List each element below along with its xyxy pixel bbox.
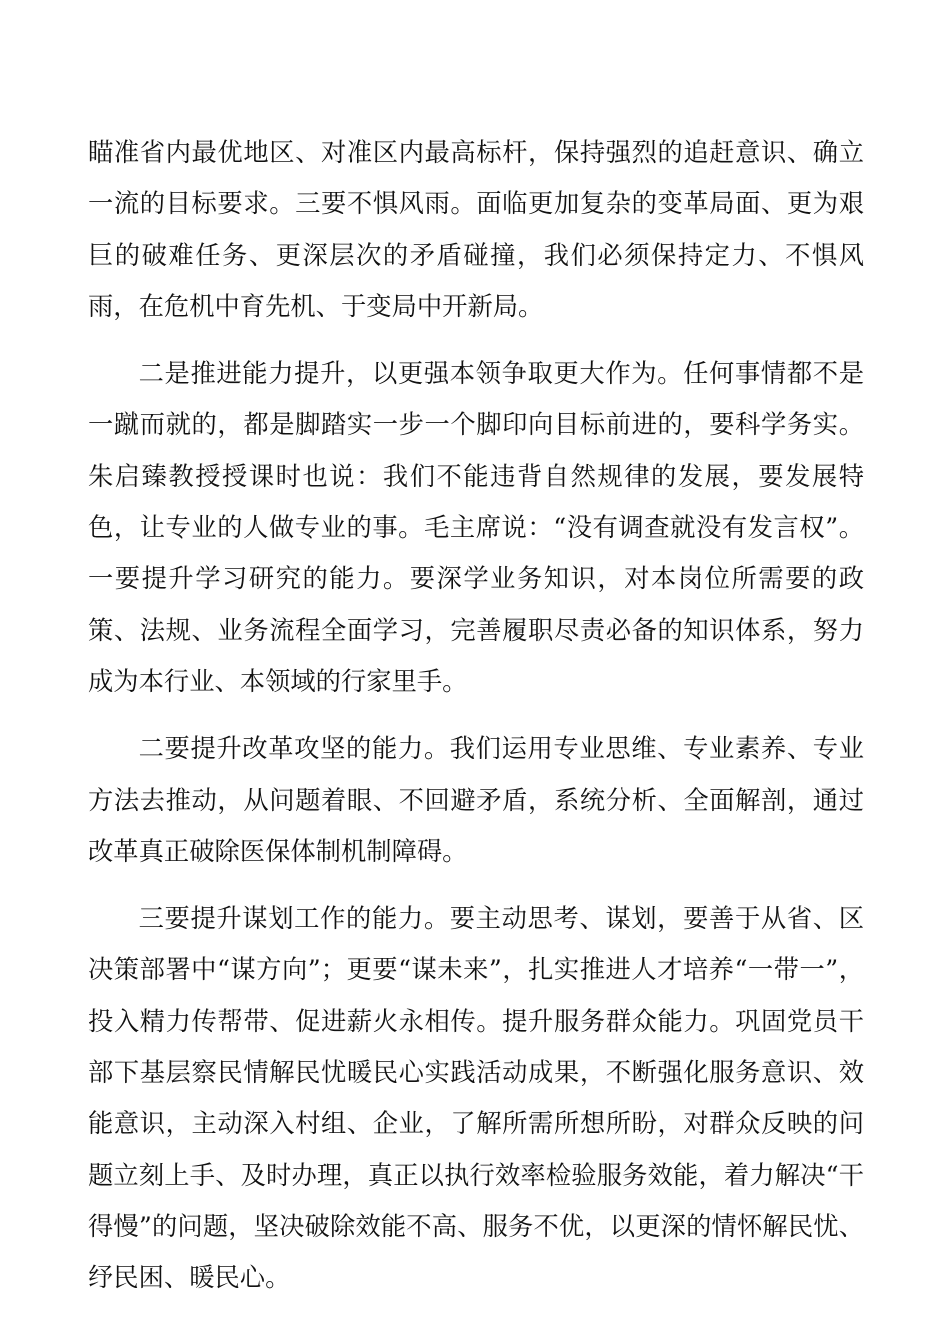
paragraph-4: 三要提升谋划工作的能力。要主动思考、谋划，要善于从省、区决策部署中“谋方向”；更要“谋未来”，扎实推进人才培养“一带一”，投入精力传帮带、促进薪火永相传。提升服务群众能力。巩固党员干部下基层察民情解民忧暖民心实践活动成果，不断强化服务意识、效能意识，主动深入村组、企业，了解所需所想所盼，对群众反映的问题立刻上手、及时办理，真正以执行效率检验服务效能，着力解决“干得慢”的问题，坚决破除效能不高、服务不优，以更深的情怀解民忧、纾民困、暖民心。 xyxy=(88,904,864,1293)
paragraph-3: 二要提升改革攻坚的能力。我们运用专业思维、专业素养、专业方法去推动，从问题着眼、不回避矛盾，系统分析、全面解剖，通过改革真正破除医保体制机制障碍。 xyxy=(88,734,864,866)
paragraph-1: 瞄准省内最优地区、对准区内最高标杆，保持强烈的追赶意识、确立一流的目标要求。三要不惧风雨。面临更加复杂的变革局面、更为艰巨的破难任务、更深层次的矛盾碰撞，我们必须保持定力、不惧风雨，在危机中育先机、于变局中开新局。 xyxy=(88,138,864,321)
paragraph-2: 二是推进能力提升，以更强本领争取更大作为。任何事情都不是一蹴而就的，都是脚踏实一步一个脚印向目标前进的，要科学务实。朱启臻教授授课时也说：我们不能违背自然规律的发展，要发展特色，让专业的人做专业的事。毛主席说：“没有调查就没有发言权”。一要提升学习研究的能力。要深学业务知识，对本岗位所需要的政策、法规、业务流程全面学习，完善履职尽责必备的知识体系，努力成为本行业、本领域的行家里手。 xyxy=(88,359,864,696)
document-body xyxy=(88,127,864,1304)
